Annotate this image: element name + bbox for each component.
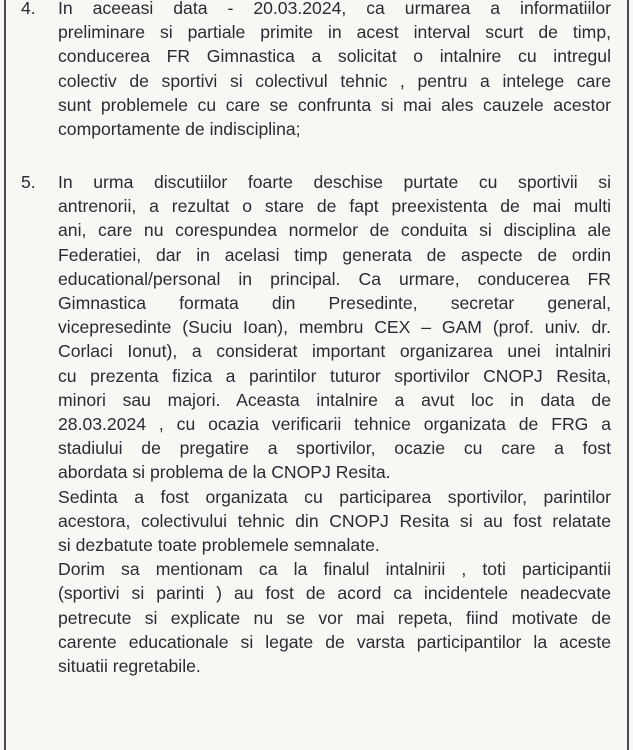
list-item bbox=[21, 170, 611, 678]
text-line: conducerea FR Gimnastica a solicitat o intalnire cu intregul bbox=[58, 46, 611, 67]
text-line: acestora, colectivului tehnic din CNOPJ Resita si au fost relatate bbox=[58, 510, 611, 531]
text-line: Federatiei, dar in acelasi timp generata de aspecte de ordin bbox=[58, 244, 611, 265]
text-line: minori sau majori. Aceasta intalnire a avut loc in data de bbox=[58, 389, 611, 410]
text-line: Corlaci Ionut), a considerat important organizarea unei intalniri bbox=[58, 341, 611, 362]
text-line: educational/personal in principal. Ca urmare, conducerea FR bbox=[58, 268, 611, 289]
text-line: petrecute si explicate nu se vor mai repeta, fiind motivate de bbox=[58, 607, 611, 628]
text-line: comportamente de indisciplina; bbox=[58, 119, 301, 140]
text-line: carente educationale si legate de varsta participantilor la aceste bbox=[58, 631, 611, 652]
text-line: preliminare si partiale primite in acest interval scurt de timp, bbox=[58, 22, 611, 43]
item-text bbox=[58, 170, 611, 678]
item-number: 4. bbox=[21, 0, 36, 18]
text-line: abordata si problema de la CNOPJ Resita. bbox=[58, 462, 391, 483]
text-line: In aceeasi data - 20.03.2024, ca urmarea a informatiilor bbox=[58, 0, 611, 18]
text-line: antrenorii, a rezultat o stare de fapt preexistenta de mai multi bbox=[58, 196, 611, 217]
list-item bbox=[21, 0, 611, 141]
text-line: colectiv de sportivi si colectivul tehnic , pentru a intelege care bbox=[58, 70, 611, 91]
text-line: vicepresedinte (Suciu Ioan), membru CEX – GAM (prof. univ. dr. bbox=[58, 317, 611, 338]
text-line: In urma discutiilor foarte deschise purtate cu sportivii si bbox=[58, 172, 611, 192]
item-text bbox=[58, 0, 611, 141]
item-number: 5. bbox=[21, 172, 36, 192]
text-line: Gimnastica formata din Presedinte, secretar general, bbox=[58, 293, 611, 314]
text-line: si dezbatute toate problemele semnalate. bbox=[58, 535, 380, 556]
text-line: Dorim sa mentionam ca la finalul intalnirii , toti participantii bbox=[58, 559, 611, 580]
text-line: 28.03.2024 , cu ocazia verificarii tehnice organizata de FRG a bbox=[58, 414, 611, 435]
text-line: stadiului de pregatire a sportivilor, ocazie cu care a fost bbox=[58, 438, 611, 459]
text-line: situatii regretabile. bbox=[58, 656, 201, 677]
text-line: cu prezenta fizica a parintilor tuturor sportivilor CNOPJ Resita, bbox=[58, 365, 611, 386]
text-line: ani, care nu corespundea normelor de conduita si disciplina ale bbox=[58, 220, 611, 241]
text-line: Sedinta a fost organizata cu participarea sportivilor, parintilor bbox=[58, 486, 611, 507]
text-line: sunt problemele cu care se confrunta si mai ales cauzele acestor bbox=[58, 94, 611, 115]
text-line: (sportivi si parinti ) au fost de acord ca incidentele neadecvate bbox=[58, 583, 611, 604]
